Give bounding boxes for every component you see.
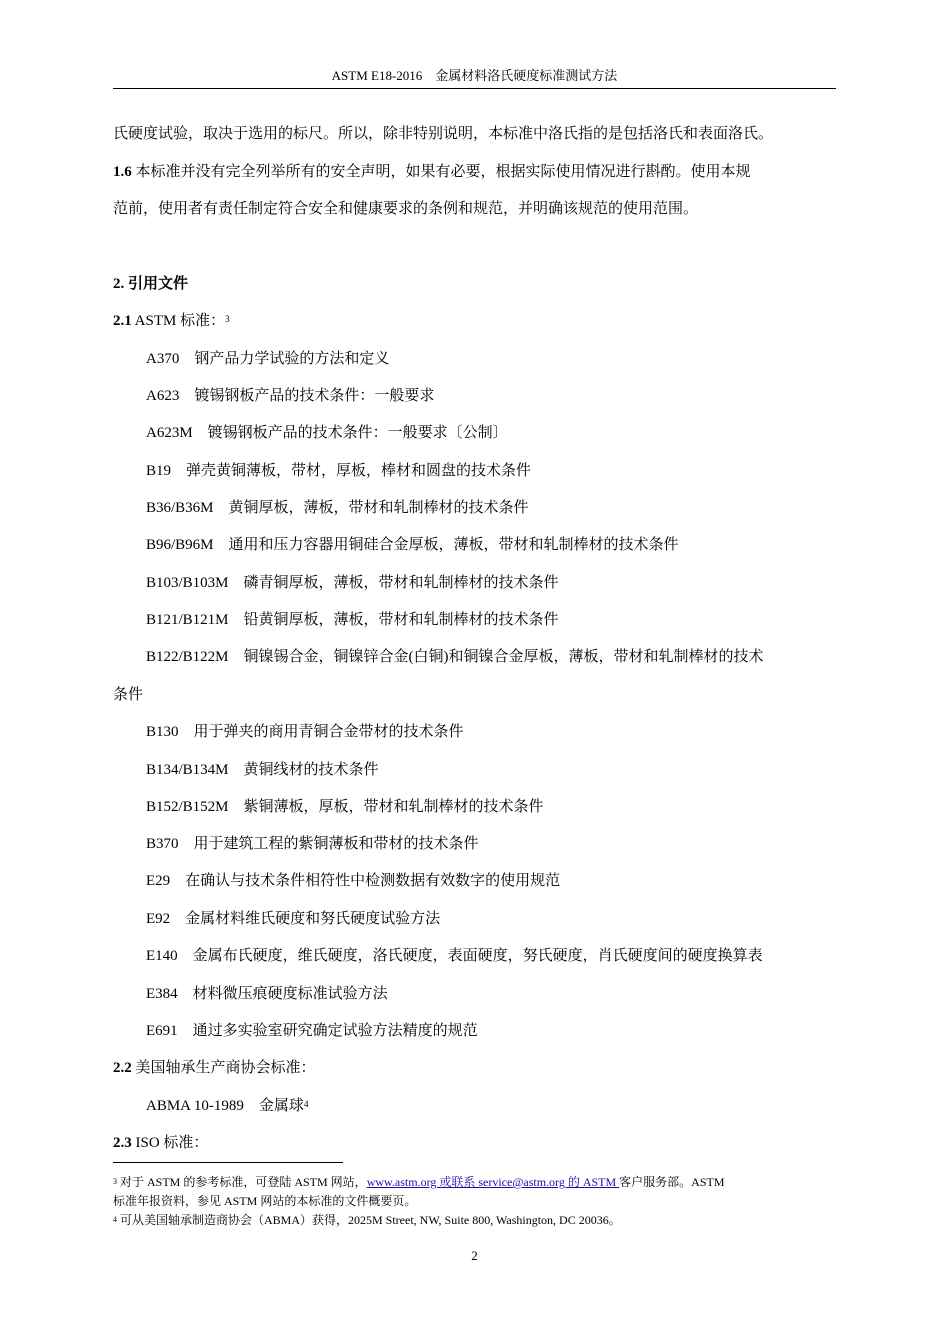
list-item-wrap: 条件: [113, 687, 144, 703]
clause-number: 2.3: [113, 1135, 132, 1151]
footnote-ref: 3: [225, 314, 230, 324]
list-item: A623 镀锡钢板产品的技术条件：一般要求: [146, 388, 435, 404]
section-heading: 2. 引用文件: [113, 276, 189, 292]
footnote-divider: [113, 1162, 343, 1163]
list-item: E384 材料微压痕硬度标准试验方法: [146, 986, 388, 1002]
footnote-3-line2: 标准年报资料，参见 ASTM 网站的本标准的文件概要页。: [113, 1194, 417, 1208]
list-item: E691 通过多实验室研究确定试验方法精度的规范: [146, 1023, 478, 1039]
list-item: B370 用于建筑工程的紫铜薄板和带材的技术条件: [146, 836, 479, 852]
list-item: A370 钢产品力学试验的方法和定义: [146, 351, 390, 367]
list-item: [146, 1096, 836, 1116]
footnote-4: [113, 1212, 836, 1229]
page-header: ASTM E18-2016 金属材料洛氏硬度标准测试方法: [331, 68, 618, 83]
list-item: B122/B122M 铜镍锡合金，铜镍锌合金(白铜)和铜镍合金厚板，薄板，带材和轧制棒材的技术: [146, 649, 764, 665]
clause-title: 美国轴承生产商协会标准：: [131, 1060, 316, 1076]
list-item: B121/B121M 铅黄铜厚板，薄板，带材和轧制棒材的技术条件: [146, 612, 559, 628]
clause-2-3: [113, 1133, 836, 1153]
clause-2-1: [113, 311, 836, 331]
footnote-3: [113, 1174, 836, 1191]
footnote-text: 对于 ASTM 的参考标准，可登陆 ASTM 网站，: [117, 1175, 367, 1189]
paragraph-continuation: 氏硬度试验，取决于选用的标尺。所以，除非特别说明，本标准中洛氏指的是包括洛氏和表面洛氏。: [113, 126, 774, 142]
list-item: B103/B103M 磷青铜厚板，薄板，带材和轧制棒材的技术条件: [146, 575, 559, 591]
header-divider: [113, 88, 836, 89]
list-item: B19 弹壳黄铜薄板，带材，厚板，棒材和圆盘的技术条件: [146, 463, 532, 479]
list-item-text: ABMA 10-1989 金属球: [146, 1098, 304, 1114]
footnote-marker: 4: [113, 1215, 117, 1224]
list-item: B36/B36M 黄铜厚板，薄板，带材和轧制棒材的技术条件: [146, 500, 529, 516]
footnote-text: 可从美国轴承制造商协会（ABMA）获得，2025M Street, NW, Suite 800, Washington, DC 20036。: [117, 1213, 621, 1227]
list-item: B130 用于弹夹的商用青铜合金带材的技术条件: [146, 724, 464, 740]
paragraph-text: 本标准并没有完全列举所有的安全声明，如果有必要，根据实际使用情况进行斟酌。使用本规: [131, 164, 751, 180]
footnote-text: 客户服务部。ASTM: [619, 1175, 725, 1189]
list-item: E92 金属材料维氏硬度和努氏硬度试验方法: [146, 911, 441, 927]
paragraph-1-6-line2: 范前，使用者有责任制定符合安全和健康要求的条例和规范，并明确该规范的使用范围。: [113, 201, 699, 217]
page-number: 2: [471, 1248, 478, 1263]
list-item: B152/B152M 紫铜薄板，厚板，带材和轧制棒材的技术条件: [146, 799, 544, 815]
list-item: E29 在确认与技术条件相符性中检测数据有效数字的使用规范: [146, 873, 561, 889]
list-item: B134/B134M 黄铜线材的技术条件: [146, 762, 379, 778]
list-item: B96/B96M 通用和压力容器用铜硅合金厚板，薄板，带材和轧制棒材的技术条件: [146, 537, 679, 553]
list-item: E140 金属布氏硬度，维氏硬度，洛氏硬度，表面硬度，努氏硬度，肖氏硬度间的硬度换算表: [146, 948, 763, 964]
clause-number: 2.2: [113, 1060, 132, 1076]
paragraph-1-6: [113, 162, 836, 182]
clause-title: ASTM 标准：: [131, 313, 226, 329]
footnote-marker: 3: [113, 1177, 117, 1186]
contact-link[interactable]: www.astm.org 或联系 service@astm.org 的 ASTM: [366, 1175, 620, 1189]
clause-2-2: [113, 1058, 836, 1078]
list-item: A623M 镀锡钢板产品的技术条件：一般要求〔公制〕: [146, 425, 508, 441]
clause-title: ISO 标准：: [131, 1135, 209, 1151]
footnote-ref: 4: [303, 1099, 309, 1109]
clause-number: 2.1: [113, 313, 132, 329]
clause-number: 1.6: [113, 164, 132, 180]
